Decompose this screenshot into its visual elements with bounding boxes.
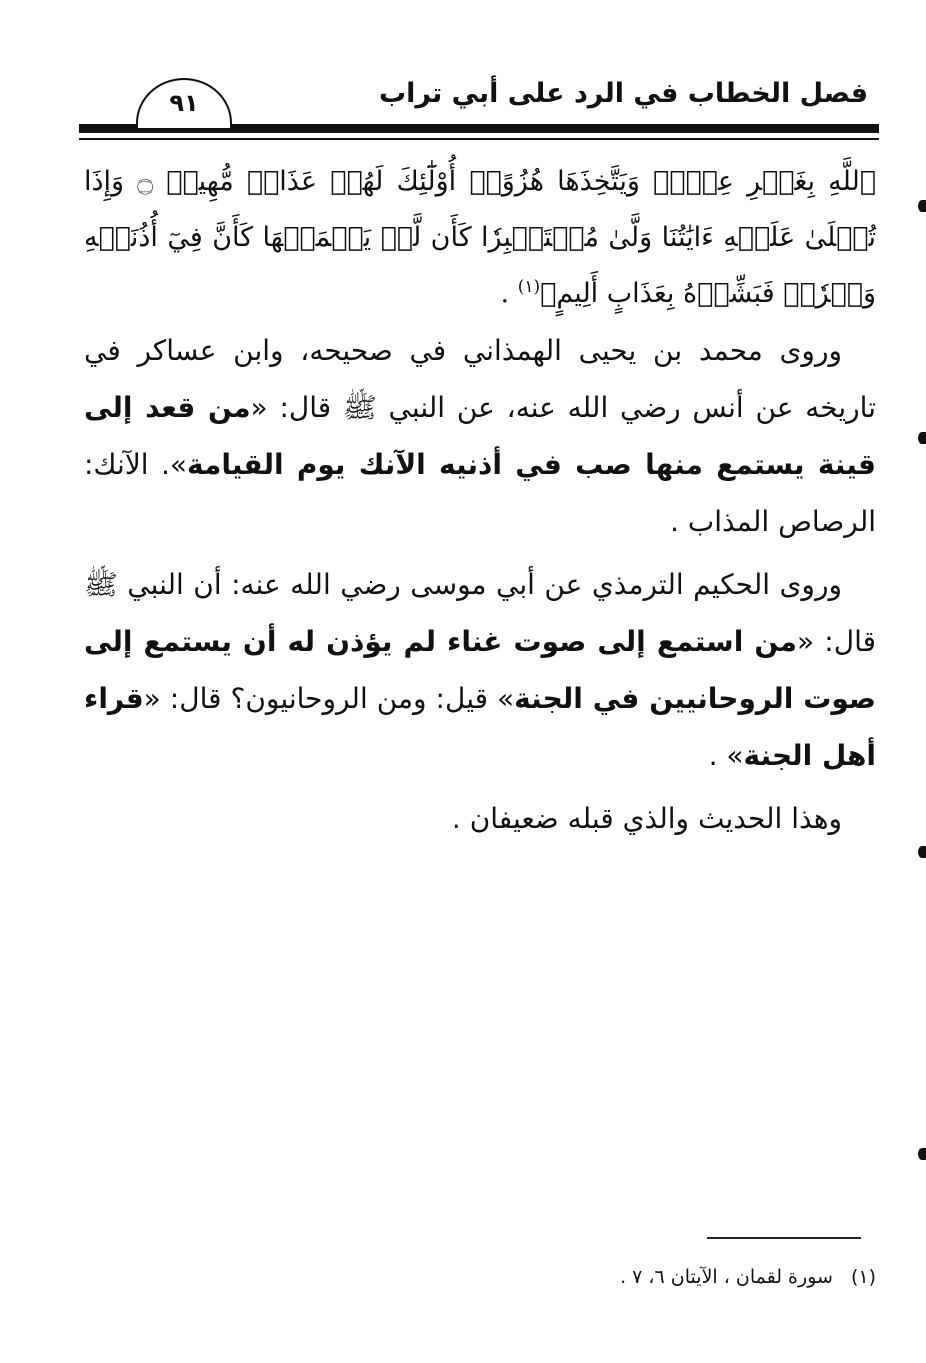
footnote-ref-1: (١) bbox=[517, 277, 541, 297]
footnote bbox=[620, 1266, 876, 1288]
p1-outro: ». الآنك: الرصاص المذاب . bbox=[84, 448, 876, 538]
p2-answer: قراء أهل الجنة bbox=[84, 682, 876, 772]
p2-intro: وروى الحكيم الترمذي عن أبي موسى رضي الله عنه: أن النبي ﷺ قال: « bbox=[84, 568, 876, 658]
p2-mid: » قيل: ومن الروحانيون؟ قال: « bbox=[143, 682, 515, 715]
paragraph-3: وهذا الحديث والذي قبله ضعيفان . bbox=[451, 802, 842, 835]
page-number: ٩١ bbox=[169, 89, 199, 117]
margin-mark bbox=[918, 432, 926, 444]
footnote-separator bbox=[707, 1237, 861, 1239]
page-body bbox=[84, 150, 876, 847]
p2-outro: » . bbox=[708, 739, 744, 772]
verse-text: ٱللَّهِ بِغَيۡرِ عِلۡمٖ وَيَتَّخِذَهَا هُزُوًاۚ أُوْلَٰٓئِكَ لَهُمۡ عَذَابٞ مُّهِينٞ ۝ وَإِذَا تُتۡلَىٰ عَلَيۡهِ ءَايَٰتُنَا وَلَّىٰ مُسۡتَكۡبِرٗا كَأَن لَّمۡ يَسۡمَعۡهَا كَأَنَّ فِيٓ أُذُنَيۡهِ وَقۡرٗاۖ فَبَشِّرۡهُ بِعَذَابٍ أَلِيمٍ﴾ bbox=[84, 166, 876, 309]
footnote-number: (١) bbox=[850, 1266, 876, 1288]
page-number-badge bbox=[136, 78, 232, 128]
footnote-text: سورة لقمان ، الآيتان ٦، ٧ . bbox=[620, 1266, 833, 1288]
header-rule-thin bbox=[79, 138, 879, 140]
margin-mark bbox=[918, 1148, 926, 1160]
paragraph-2 bbox=[84, 556, 876, 784]
paragraph-1 bbox=[84, 322, 876, 550]
running-header-title: فصل الخطاب في الرد على أبي تراب bbox=[378, 78, 868, 109]
p1-intro: وروى محمد بن يحيى الهمذاني في صحيحه، وابن عساكر في تاريخه عن أنس رضي الله عنه، عن النبي ﷺ قال: « bbox=[84, 334, 877, 424]
quran-verse bbox=[84, 154, 876, 322]
margin-mark bbox=[918, 846, 926, 858]
margin-mark bbox=[918, 200, 926, 212]
verse-end: . bbox=[500, 278, 518, 309]
p1-hadith: من قعد إلى قينة يستمع منها صب في أذنيه الآنك يوم القيامة bbox=[84, 391, 876, 481]
p2-hadith: من استمع إلى صوت غناء لم يؤذن له أن يستمع إلى صوت الروحانيين في الجنة bbox=[84, 625, 876, 715]
